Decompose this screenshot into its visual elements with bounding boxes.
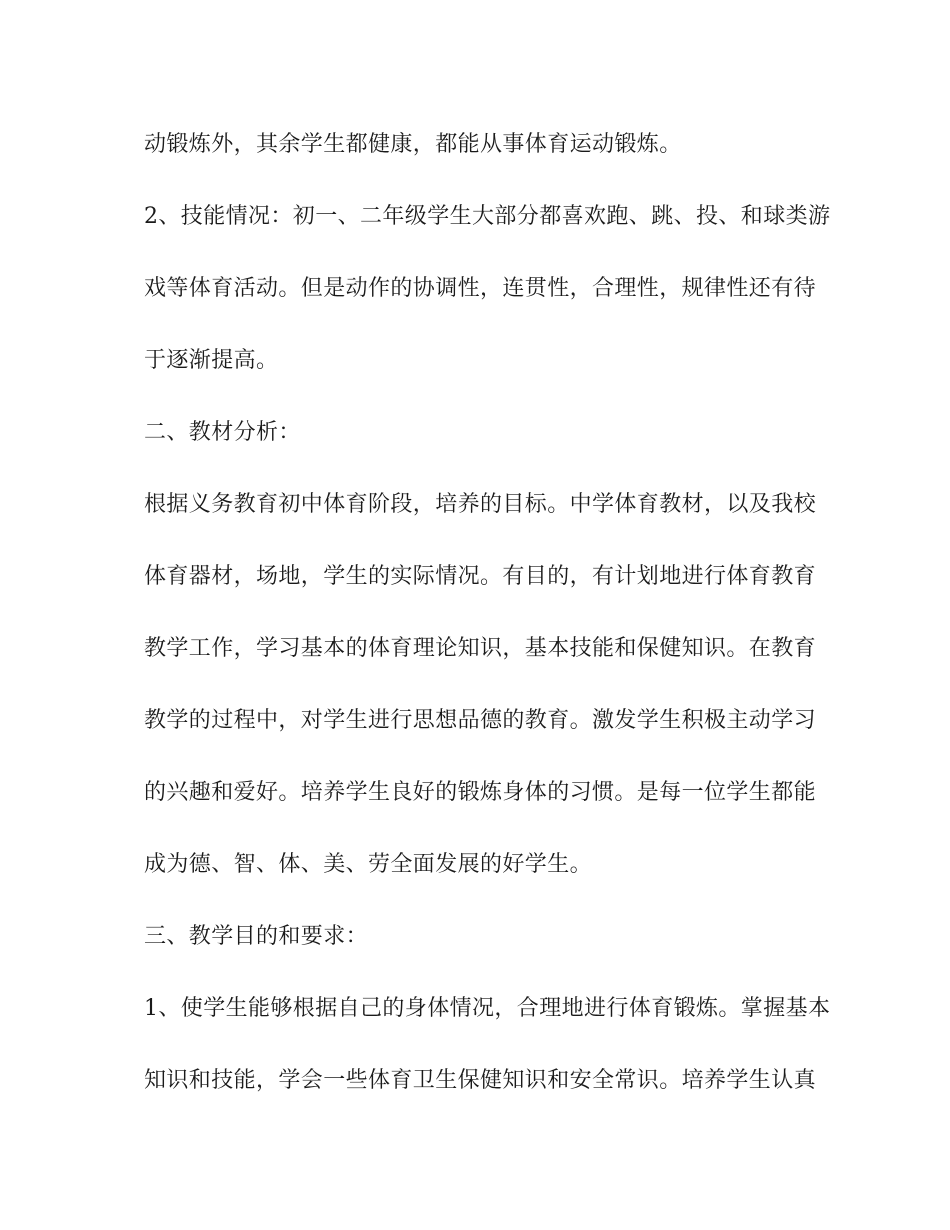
text-line-8: 教学工作，学习基本的体育理论知识，基本技能和保健知识。在教育 (144, 636, 817, 661)
text-line-9: 教学的过程中，对学生进行思想品德的教育。激发学生积极主动学习 (144, 708, 817, 733)
text-line-10: 的兴趣和爱好。培养学生良好的锻炼身体的习惯。是每一位学生都能 (144, 780, 817, 805)
text-line-7: 体育器材，场地，学生的实际情况。有目的，有计划地进行体育教育 (144, 564, 817, 589)
text-line-3: 戏等体育活动。但是动作的协调性，连贯性，合理性，规律性还有待 (144, 276, 817, 301)
text-line-11: 成为德、智、体、美、劳全面发展的好学生。 (144, 852, 593, 877)
text-line-1: 动锻炼外，其余学生都健康，都能从事体育运动锻炼。 (144, 132, 682, 157)
section-heading-materials: 二、教材分析： (144, 420, 301, 445)
text-line-13: 1、使学生能够根据自己的身体情况，合理地进行体育锻炼。掌握基本 (144, 996, 831, 1021)
text-line-14: 知识和技能，学会一些体育卫生保健知识和安全常识。培养学生认真 (144, 1068, 817, 1093)
text-line-6: 根据义务教育初中体育阶段，培养的目标。中学体育教材，以及我校 (144, 492, 817, 517)
text-line-2: 2、技能情况：初一、二年级学生大部分都喜欢跑、跳、投、和球类游 (144, 204, 831, 229)
text-line-4: 于逐渐提高。 (144, 348, 279, 373)
section-heading-goals: 三、教学目的和要求： (144, 924, 369, 949)
